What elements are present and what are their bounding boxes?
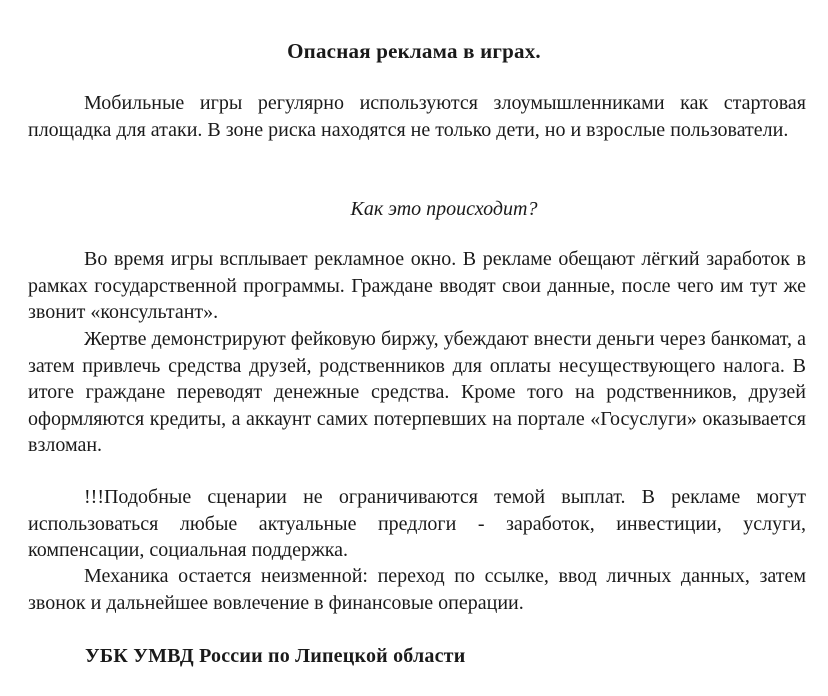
body-paragraph-warning: !!!Подобные сценарии не ограничиваются темой выплат. В рекламе могут использоваться любые актуальные предлоги - заработок, инвестиции, услуги, компенсации, социальная поддержка. xyxy=(28,486,806,561)
body-paragraph-popup: Во время игры всплывает рекламное окно. В рекламе обещают лёгкий заработок в рамках государственной программы. Граждане вводят свои данные, после чего им тут же звонит «консультант». xyxy=(28,248,806,323)
intro-paragraph: Мобильные игры регулярно используются злоумышленниками как стартовая площадка для атаки. В зоне риска находятся не только дети, но и взрослые пользователи. xyxy=(28,92,806,141)
body-paragraph-fake-exchange: Жертве демонстрируют фейковую биржу, убеждают внести деньги через банкомат, а затем привлечь средства друзей, родственников для оплаты несуществующего налога. В итоге граждане переводят денежные средства. Кроме того на родственников, друзей оформляются кредиты, а аккаунт самих потерпевших на портале «Госуслуги» оказывается взломан. xyxy=(28,328,806,456)
signature-organization: УБК УМВД России по Липецкой области xyxy=(85,645,466,667)
body-paragraph-mechanics: Механика остается неизменной: переход по ссылке, ввод личных данных, затем звонок и дальнейшее вовлечение в финансовые операции. xyxy=(28,565,806,614)
section-subtitle: Как это происходит? xyxy=(350,198,538,220)
document-title: Опасная реклама в играх. xyxy=(287,39,541,63)
